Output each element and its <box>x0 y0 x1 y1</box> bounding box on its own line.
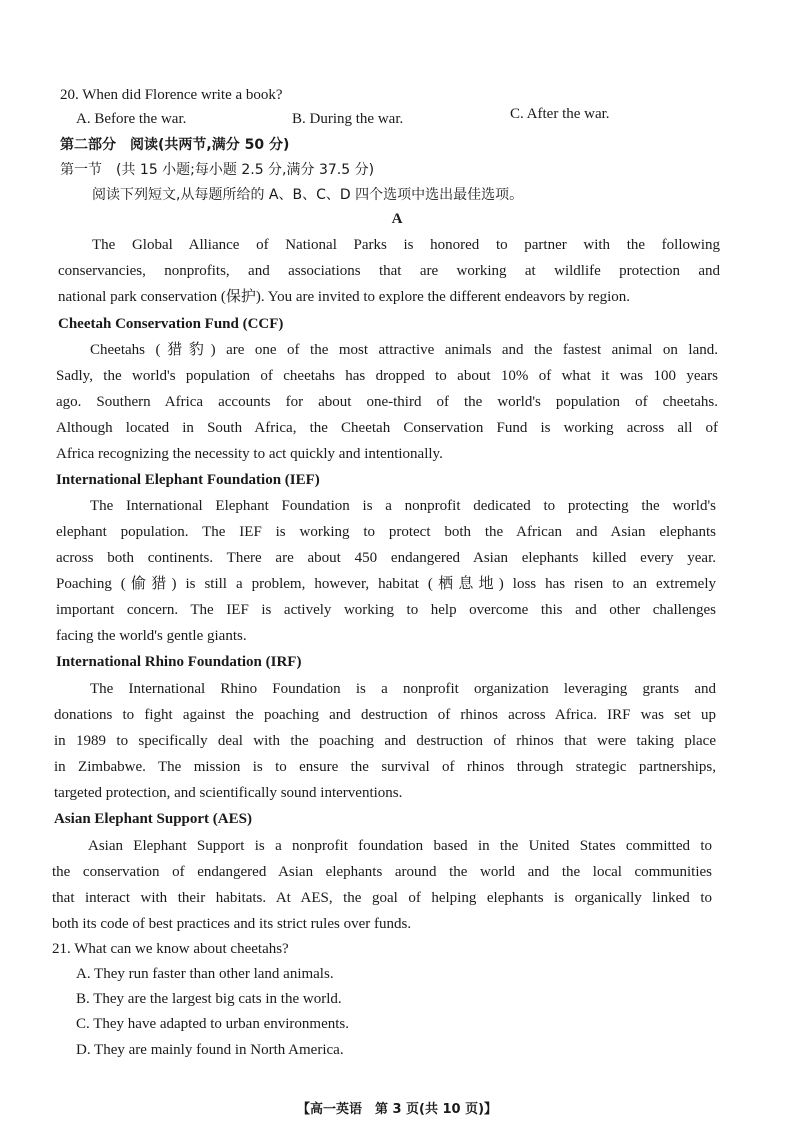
irf-line: donations to fight against the poaching and destruction of rhinos across Africa. IRF was set up <box>54 707 716 723</box>
aes-line: that interact with their habitats. At AES, the goal of helping elephants is organically linked to <box>52 890 712 906</box>
q20-option-b: B. During the war. <box>292 111 404 127</box>
aes-line: both its code of best practices and its strict rules over funds. <box>52 916 412 932</box>
aes-line: the conservation of endangered Asian elephants around the world and the local communities <box>52 864 712 880</box>
ccf-line: Although located in South Africa, the Cheetah Conservation Fund is working across all of <box>56 420 718 436</box>
ief-line: Poaching (偷猎) is still a problem, however, habitat (栖息地) loss has risen to an extremely <box>56 576 716 592</box>
intro-line: national park conservation (保护). You are invited to explore the different endeavors by region. <box>58 289 631 305</box>
q21-option-b: B. They are the largest big cats in the world. <box>76 991 342 1007</box>
ccf-line: Africa recognizing the necessity to act quickly and intentionally. <box>56 446 443 462</box>
subsection-title: 第一节 (共 15 小题;每小题 2.5 分,满分 37.5 分) <box>60 162 375 178</box>
q21-option-c: C. They have adapted to urban environments. <box>76 1016 349 1032</box>
intro-line: The Global Alliance of National Parks is honored to partner with the following <box>92 237 720 253</box>
ief-line: important concern. The IEF is actively working to help overcome this and other challenges <box>56 602 716 618</box>
aes-heading: Asian Elephant Support (AES) <box>54 811 252 827</box>
irf-heading: International Rhino Foundation (IRF) <box>56 654 302 670</box>
ccf-heading: Cheetah Conservation Fund (CCF) <box>58 316 284 332</box>
irf-line: in 1989 to specifically deal with the poaching and destruction of rhinos that were taking place <box>54 733 716 749</box>
q21-option-d: D. They are mainly found in North America. <box>76 1042 344 1058</box>
part-title: 第二部分 阅读(共两节,满分 50 分) <box>60 137 290 153</box>
ccf-line: Cheetahs (猎豹) are one of the most attractive animals and the fastest animal on land. <box>90 342 718 358</box>
passage-label: A <box>391 211 403 227</box>
ccf-line: Sadly, the world's population of cheetahs has dropped to about 10% of what it was 100 years <box>56 368 718 384</box>
ief-line: elephant population. The IEF is working to protect both the African and Asian elephants <box>56 524 716 540</box>
q20-stem: 20. When did Florence write a book? <box>60 87 283 103</box>
ief-line: across both continents. There are about 450 endangered Asian elephants killed every year. <box>56 550 716 566</box>
q21-stem: 21. What can we know about cheetahs? <box>52 941 289 957</box>
q20-option-c: C. After the war. <box>510 106 610 122</box>
intro-line: conservancies, nonprofits, and associations that are working at wildlife protection and <box>58 263 720 279</box>
instruction: 阅读下列短文,从每题所给的 A、B、C、D 四个选项中选出最佳选项。 <box>92 187 524 203</box>
ccf-line: ago. Southern Africa accounts for about one-third of the world's population of cheetahs. <box>56 394 718 410</box>
q20-option-a: A. Before the war. <box>76 111 187 127</box>
ief-line: facing the world's gentle giants. <box>56 628 247 644</box>
ief-heading: International Elephant Foundation (IEF) <box>56 472 320 488</box>
q21-option-a: A. They run faster than other land animals. <box>76 966 334 982</box>
ief-line: The International Elephant Foundation is a nonprofit dedicated to protecting the world's <box>90 498 716 514</box>
page-footer: 【高一英语 第 3 页(共 10 页)】 <box>296 1102 498 1117</box>
irf-line: The International Rhino Foundation is a nonprofit organization leveraging grants and <box>90 681 716 697</box>
irf-line: in Zimbabwe. The mission is to ensure the survival of rhinos through strategic partnerships, <box>54 759 716 775</box>
aes-line: Asian Elephant Support is a nonprofit foundation based in the United States committed to <box>88 838 712 854</box>
irf-line: targeted protection, and scientifically sound interventions. <box>54 785 403 801</box>
